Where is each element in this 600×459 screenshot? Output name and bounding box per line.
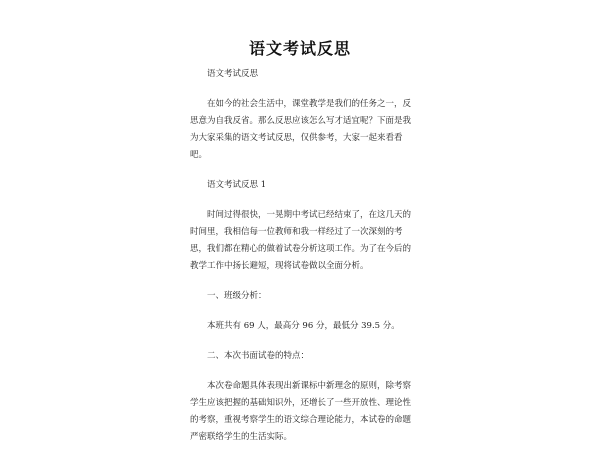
heading-class-analysis: 一、班级分析： bbox=[207, 291, 267, 301]
section-title: 语文考试反思 1 bbox=[207, 180, 267, 190]
document-title: 语文考试反思 bbox=[248, 39, 351, 58]
document-subtitle: 语文考试反思 bbox=[207, 69, 259, 79]
paragraph-2: 本次卷命题具体表现出新课标中新理念的原则，除考察学生应该把握的基础知识外，还增长了一些开放性、理论性的考察，重视考察学生的语文综合理论能力，本试卷的命题严密联络学生的生活实际。 bbox=[190, 381, 412, 442]
paragraph-1: 时间过得很快，一晃期中考试已经结束了，在这几天的时间里，我相信每一位教师和我一样经过了一次深刻的考思，我们都在精心的做着试卷分析这项工作。为了在今后的教学工作中扬长避短，现将试卷做以全面分析。 bbox=[190, 210, 412, 271]
intro-paragraph: 在如今的社会生活中，课堂教学是我们的任务之一，反思意为自我反省。那么反思应该怎么写才适宜呢？下面是我为大家采集的语文考试反思，仅供参考，大家一起来看看吧。 bbox=[190, 99, 412, 160]
class-stats: 本班共有 69 人，最高分 96 分，最低分 39.5 分。 bbox=[207, 321, 400, 331]
heading-exam-features: 二、本次书面试卷的特点： bbox=[207, 351, 310, 361]
document-body bbox=[190, 66, 412, 459]
